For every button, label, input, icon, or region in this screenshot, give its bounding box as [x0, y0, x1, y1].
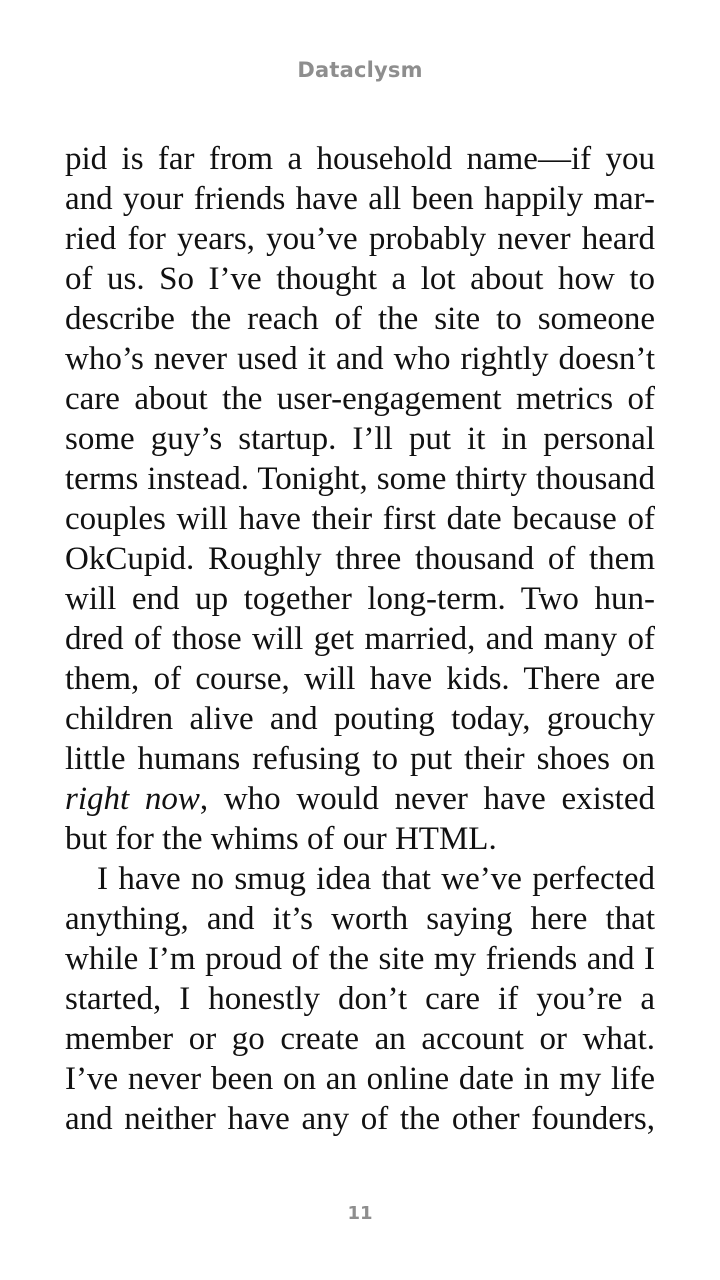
- text-line: and your friends have all been happily mar-: [65, 181, 655, 217]
- text-line: terms instead. Tonight, some thirty thousand: [65, 461, 655, 497]
- text-line-italic: [65, 779, 655, 819]
- text-line: OkCupid. Roughly three thousand of them: [65, 541, 655, 577]
- emphasis-text: right now: [65, 781, 200, 817]
- text-line: describe the reach of the site to someone: [65, 301, 655, 337]
- text-line: little humans refusing to put their shoes on: [65, 741, 655, 777]
- text-line: anything, and it’s worth saying here that: [65, 901, 655, 937]
- text-line: couples will have their first date because of: [65, 501, 655, 537]
- text-line: pid is far from a household name—if you: [65, 141, 655, 177]
- text-line: member or go create an account or what.: [65, 1021, 655, 1057]
- book-title: Dataclysm: [297, 58, 423, 82]
- page-number: 11: [347, 1203, 373, 1224]
- text-line: will end up together long-term. Two hun-: [65, 581, 655, 617]
- text-line: care about the user-engagement metrics of: [65, 381, 655, 417]
- text-line: of us. So I’ve thought a lot about how to: [65, 261, 655, 297]
- text-line: while I’m proud of the site my friends and I: [65, 941, 655, 977]
- text-line: dred of those will get married, and many of: [65, 621, 655, 657]
- text-line: but for the whims of our HTML.: [65, 821, 497, 857]
- text-line: children alive and pouting today, grouchy: [65, 701, 655, 737]
- text-line: them, of course, will have kids. There are: [65, 661, 655, 697]
- text-line: some guy’s startup. I’ll put it in personal: [65, 421, 655, 457]
- text-line: who’s never used it and who rightly doesn’t: [65, 341, 655, 377]
- paragraph-first-line: I have no smug idea that we’ve perfected: [97, 861, 655, 897]
- text-line: and neither have any of the other founders,: [65, 1101, 655, 1137]
- text-fragment: , who would never have existed: [199, 781, 655, 817]
- text-line: I’ve never been on an online date in my life: [65, 1061, 655, 1097]
- page-text: [65, 139, 655, 1139]
- text-line: started, I honestly don’t care if you’re a: [65, 981, 655, 1017]
- text-line: ried for years, you’ve probably never heard: [65, 221, 655, 257]
